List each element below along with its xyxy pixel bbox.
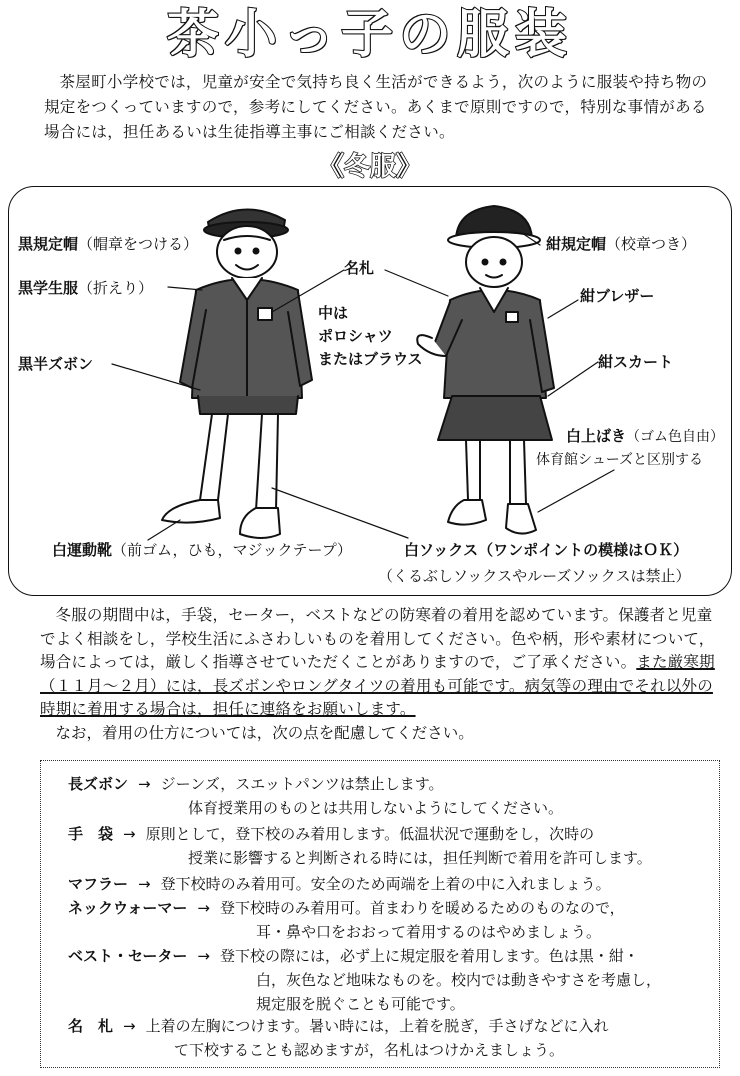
winter-clothing-paragraph: 冬服の期間中は，手袋，セーター，ベストなどの防寒着の着用を認めています。保護者と児童でよく相談をし，学校生活にふさわしいものを着用してください。色や柄，形や素材について，場合によっては，厳しく指導させていただくことがありますので，ご了承ください。また厳寒期（１１月～２月）には，長ズボンやロングタイツの着用も可能です。病気等の理由でそれ以外の時期に着用する場合は，担任に連絡をお願いします。 [40, 606, 715, 718]
arrow-icon: → [138, 875, 151, 893]
label-socks-note: （くるぶしソックスやルーズソックスは禁止） [378, 567, 691, 585]
label-girl-skirt: 紺スカート [598, 353, 674, 371]
rule-text: 登下校の際には，必ず上に規定服を着用します。色は黒・紺・ [219, 947, 639, 965]
label-indoor-shoes: 白上ばき（ゴム色自由） [566, 427, 725, 445]
rule-text: 登下校時のみ着用可。安全のため両端を上着の中に入れましょう。 [160, 875, 611, 893]
label-name-tag: 名札 [344, 259, 375, 277]
arrow-icon: → [123, 1017, 136, 1035]
label-indoor-shoes-note: 体育館シューズと区別する [536, 452, 704, 468]
rule-row [68, 896, 625, 920]
rule-text: 上着の左胸につけます。暑い時には，上着を脱ぎ，手さげなどに入れ [145, 1017, 609, 1035]
rule-text: 原則として，登下校のみ着用します。低温状況で運動をし，次時の [145, 825, 595, 843]
boy-figure-icon [162, 209, 312, 538]
rule-row: 白，灰色など地味なものを。校内では動きやすさを考慮し， [256, 971, 662, 989]
arrow-icon: → [138, 775, 151, 793]
rule-row: 規定服を脱ぐことも可能です。 [256, 995, 465, 1013]
page-title: 茶小っ子の服装 [166, 5, 573, 65]
rule-row: 授業に影響すると判断される時には，担任判断で着用を許可します。 [188, 849, 652, 867]
label-girl-blazer: 紺ブレザー [580, 287, 655, 305]
rule-item-name: ネックウォーマー [68, 899, 188, 917]
rule-item-name: 長ズボン [68, 775, 129, 793]
intro-paragraph: 茶屋町小学校では，児童が安全で気持ち良く生活ができるよう，次のように服装や持ち物の規定をつくっていますので，参考にしてください。あくまで原則ですので，特別な事情がある場合には，担任あるいは生徒指導主事にご相談ください。 [44, 73, 708, 141]
rule-item-name: ベスト・セーター [68, 947, 188, 965]
rule-text: ジーンズ，スエットパンツは禁止します。 [160, 775, 444, 793]
rule-row [68, 1014, 609, 1038]
rule-item-name: 手 袋 [68, 825, 114, 843]
arrow-icon: → [197, 899, 210, 917]
season-heading: 《冬服》 [317, 152, 422, 182]
rule-row: 耳・鼻や口をおおって着用するのはやめましょう。 [256, 923, 602, 941]
rule-row [68, 872, 611, 896]
label-sneakers: 白運動靴（前ゴム，ひも，マジックテープ） [52, 541, 352, 559]
arrow-icon: → [197, 947, 210, 965]
rule-row [68, 772, 444, 796]
rule-text: 登下校時のみ着用可。首まわりを暖めるためのものなので， [219, 899, 625, 917]
girl-figure-icon [417, 206, 554, 534]
rule-row [68, 944, 639, 968]
severe-cold-note: また厳寒期（１１月～２月）には，長ズボンやロングタイツの着用も可能です。病気等の理由でそれ以外の時期に着用する場合は，担任に連絡をお願いします。 [40, 653, 715, 718]
rule-row: て下校することも認めますが，名札はつけかえましょう。 [174, 1041, 565, 1059]
arrow-icon: → [123, 825, 136, 843]
rule-item-name: 名 札 [68, 1017, 114, 1035]
rule-item-name: マフラー [68, 875, 129, 893]
label-boy-uniform: 黒学生服（折えり） [18, 279, 154, 297]
rule-row [68, 822, 594, 846]
label-inner-shirt: 中は ポロシャツ またはブラウス [318, 304, 423, 368]
label-socks: 白ソックス（ワンポイントの模様はＯＫ） [404, 541, 689, 559]
label-boy-pants: 黒半ズボン [18, 355, 94, 373]
rule-row: 体育授業用のものとは共用しないようにしてください。 [188, 799, 564, 817]
label-girl-hat: 紺規定帽（校章つき） [546, 235, 697, 253]
wearing-guidance-intro: なお，着用の仕方については，次の点を配慮してください。 [55, 724, 474, 742]
label-boy-hat: 黒規定帽（帽章をつける） [18, 235, 199, 253]
